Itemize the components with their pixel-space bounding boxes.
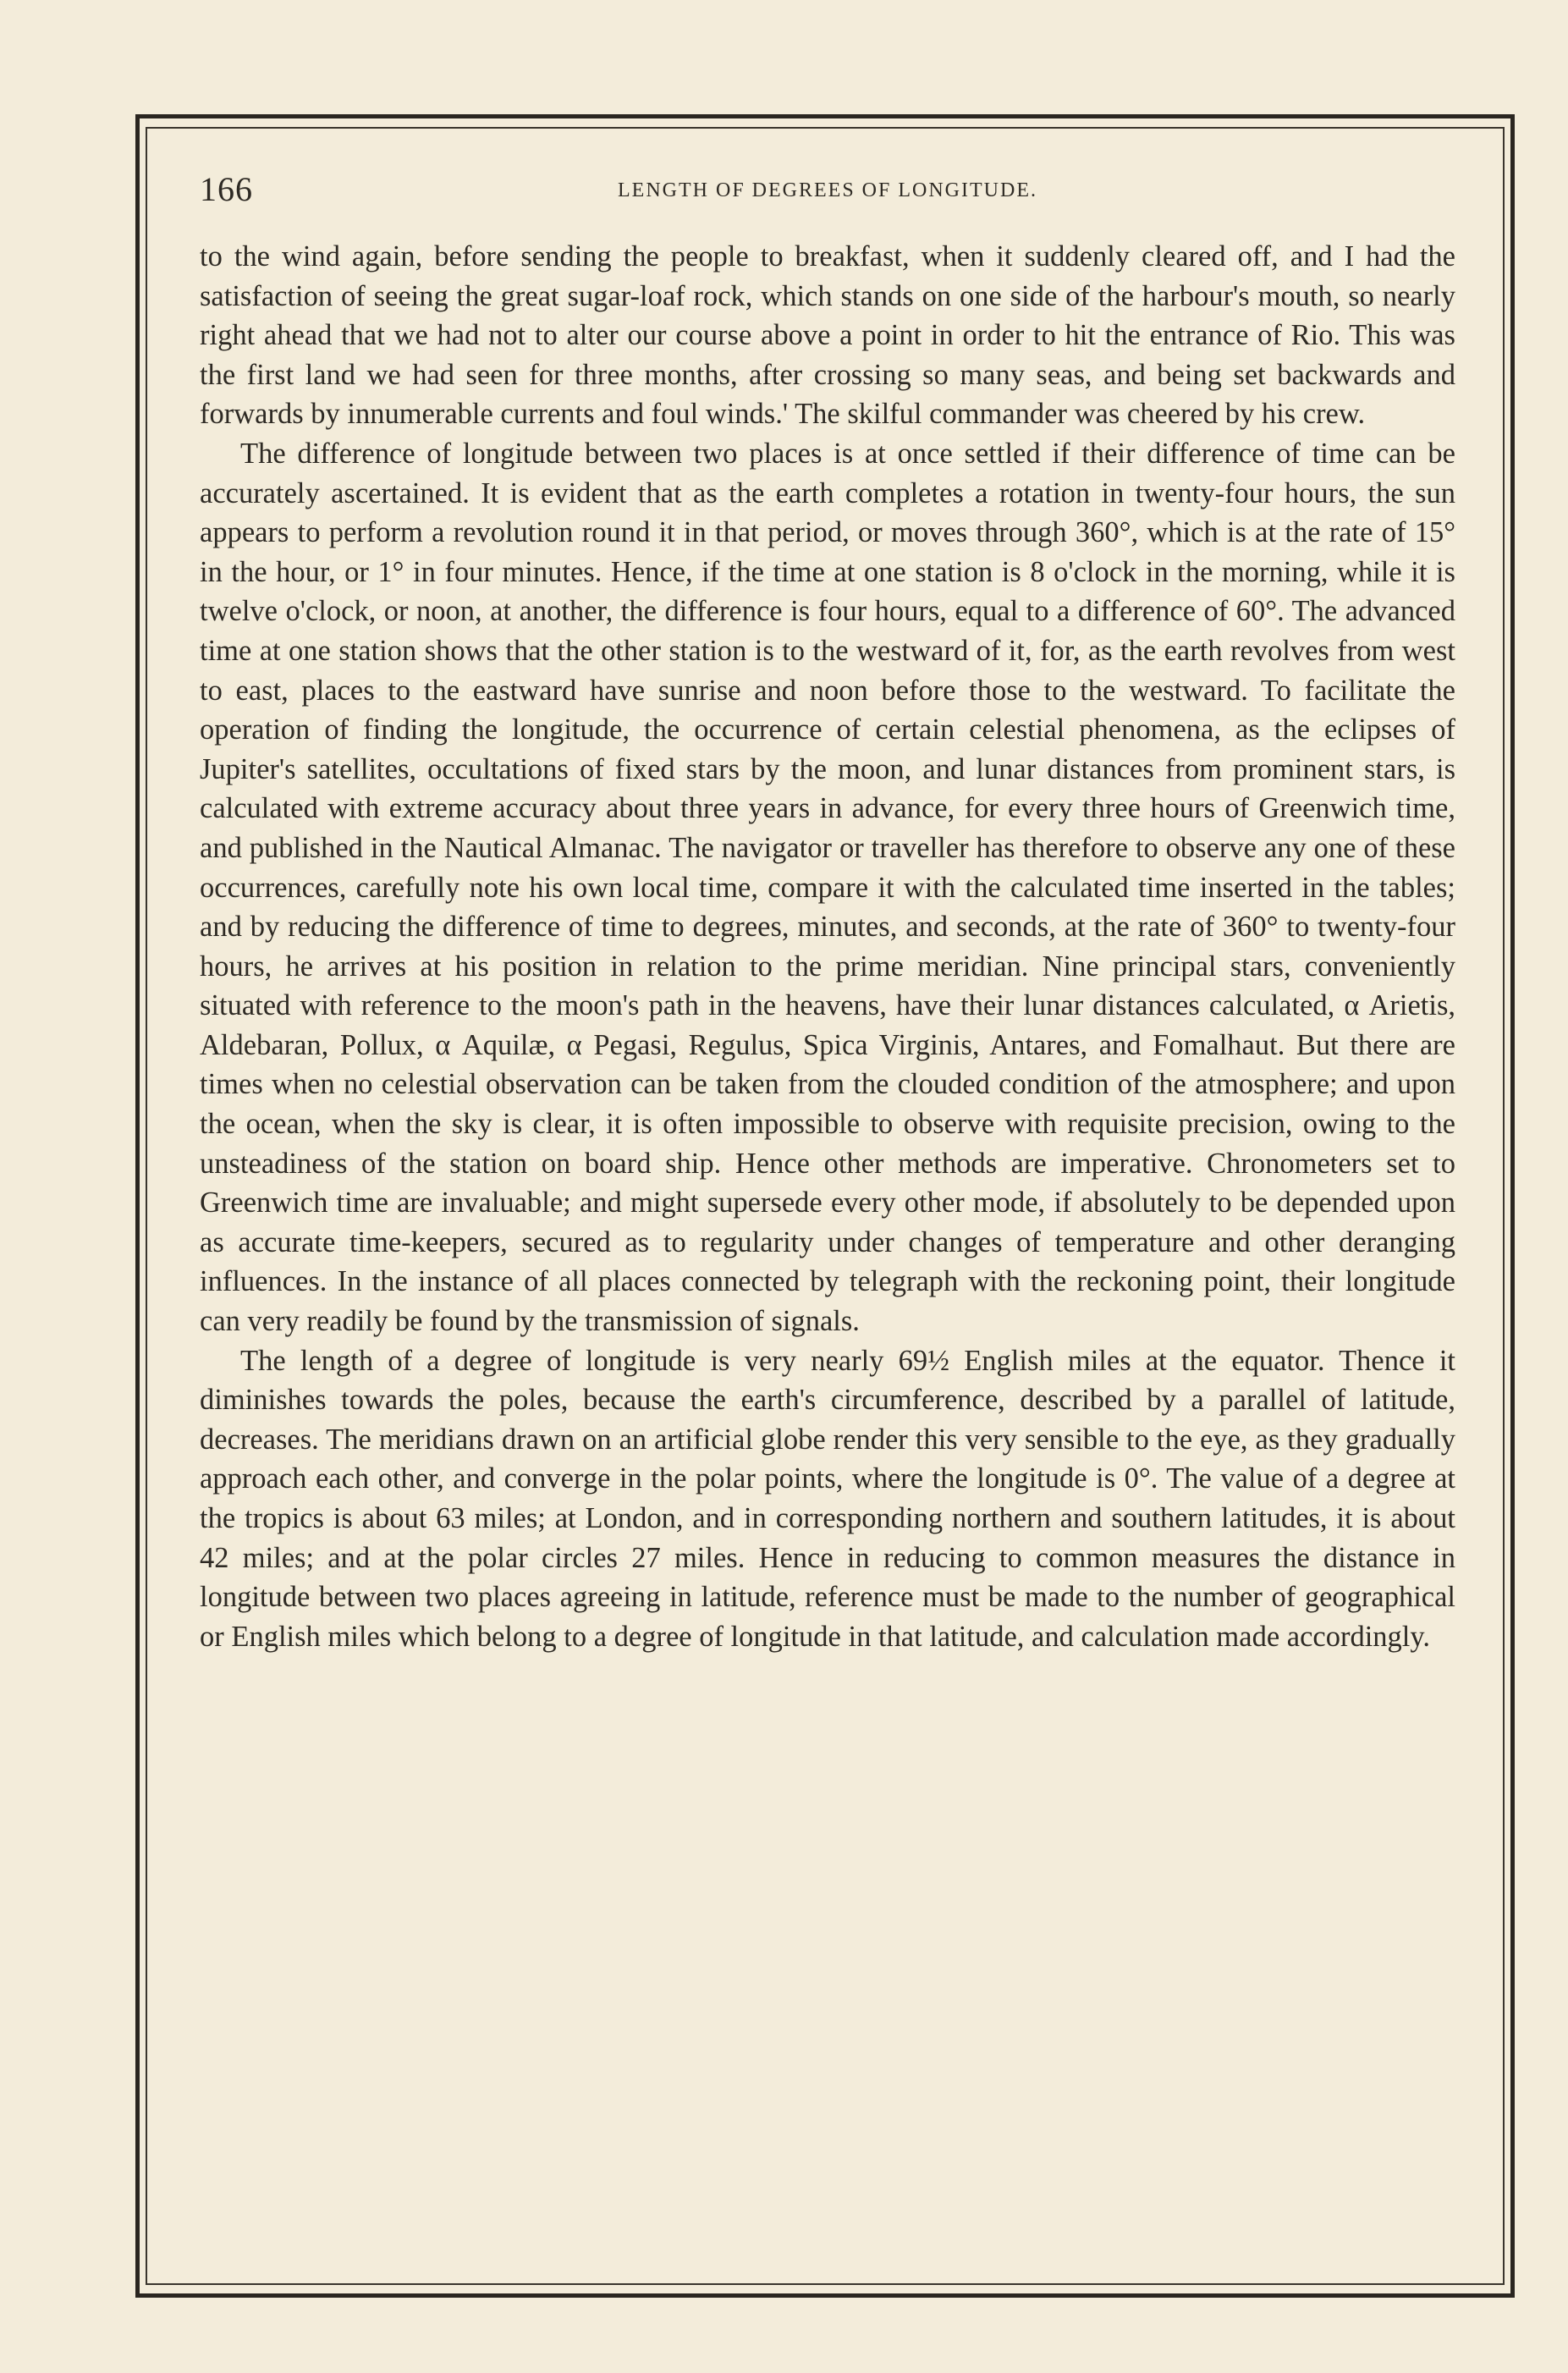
running-title: LENGTH OF DEGREES OF LONGITUDE. (618, 179, 1037, 201)
running-head (200, 169, 1455, 220)
paragraph-continued: to the wind again, before sending the people to breakfast, when it suddenly cleared off, and I had the satisfaction of seeing the great sugar-loaf rock, which stands on one side of the harbour's mouth, so nearly right ahead that we had not to alter our course above a point in order to hit the entrance of Rio. This was the first land we had seen for three months, after crossing so many seas, and being set backwards and forwards by innumerable currents and foul winds.' The skilful commander was cheered by his crew. (200, 240, 1455, 431)
body-text (200, 237, 1455, 1656)
paragraph-longitude-time: The difference of longitude between two places is at once settled if their difference of time can be accurately ascertained. It is evident that as the earth completes a rotation in twenty-four hours, the sun appears to perform a revolution round it in that period, or moves through 360°, which is at the rate of 15° in the hour, or 1° in four minutes. Hence, if the time at one station is 8 o'clock in the morning, while it is twelve o'clock, or noon, at another, the difference is four hours, equal to a difference of 60°. The advanced time at one station shows that the other station is to the westward of it, for, as the earth revolves from west to east, places to the eastward have sunrise and noon before those to the westward. To facilitate the operation of finding the longitude, the occurrence of certain celestial phenomena, as the eclipses of Jupiter's satellites, occultations of fixed stars by the moon, and lunar distances from prominent stars, is calculated with extreme accuracy about three years in advance, for every three hours of Greenwich time, and published in the Nautical Almanac. The navigator or traveller has therefore to observe any one of these occurrences, carefully note his own local time, compare it with the calculated time inserted in the tables; and by reducing the difference of time to degrees, minutes, and seconds, at the rate of 360° to twenty-four hours, he arrives at his position in relation to the prime meridian. Nine principal stars, conveniently situated with reference to the moon's path in the heavens, have their lunar distances calculated, α Arietis, Aldebaran, Pollux, α Aquilæ, α Pegasi, Regulus, Spica Virginis, Antares, and Fomalhaut. But there are times when no celestial observation can be taken from the clouded condition of the atmosphere; and upon the ocean, when the sky is clear, it is often impossible to observe with requisite precision, owing to the unsteadiness of the station on board ship. Hence other methods are imperative. Chronometers set to Greenwich time are invaluable; and might supersede every other mode, if absolutely to be depended upon as accurate time-keepers, secured as to regularity under changes of temperature and other deranging influences. In the instance of all places connected by telegraph with the reckoning point, their longitude can very readily be found by the transmission of signals. (200, 437, 1455, 1338)
paragraph-degree-length: The length of a degree of longitude is very nearly 69½ English miles at the equator. Thence it diminishes towards the poles, because the earth's circumference, described by a parallel of latitude, decreases. The meridians drawn on an artificial globe render this very sensible to the eye, as they gradually approach each other, and converge in the polar points, where the longitude is 0°. The value of a degree at the tropics is about 63 miles; at London, and in corresponding northern and southern latitudes, it is about 42 miles; and at the polar circles 27 miles. Hence in reducing to common measures the distance in longitude between two places agreeing in latitude, reference must be made to the number of geographical or English miles which belong to a degree of longitude in that latitude, and calculation made accordingly. (200, 1344, 1455, 1653)
page-number: 166 (200, 170, 253, 208)
page-content (200, 169, 1455, 1656)
